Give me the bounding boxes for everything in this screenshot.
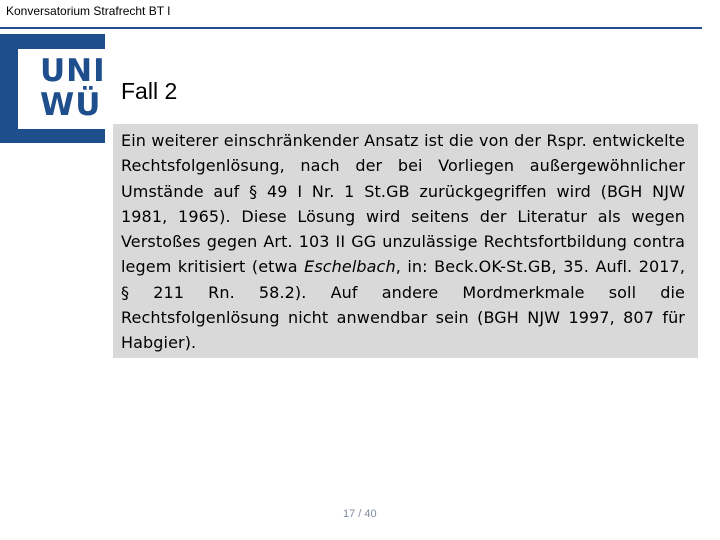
paragraph-text-2: , in: Beck.OK-St.GB, 35. Aufl. 2017, § 211 Rn. 58.2). Auf andere Mordmerkmale soll die Rechtsfolgenlösung nicht anwendbar sein (BGH NJW 1997, 807 für Habgier). — [121, 257, 686, 353]
paragraph-text-1: Ein weiterer einschränkender Ansatz ist die von der Rspr. entwickelte Rechtsfolgenlösung, nach der bei Vorliegen außergewöhnlicher Umstände auf § 49 I Nr. 1 St.GB zurückgegriffen wird (BGH NJW 1981, 1965). Diese Lösung wird seitens der Literatur als wegen Verstoßes gegen Art. 103 II GG unzulässige Rechtsfortbildung contra legem kritisiert (etwa — [121, 131, 685, 277]
slide-title: Fall 2 — [121, 78, 178, 104]
logo-wordmark — [40, 54, 106, 122]
logo-line-2: WÜ — [40, 87, 102, 123]
cited-author: Eschelbach — [304, 257, 396, 277]
university-logo — [0, 34, 105, 143]
content-paragraph — [121, 128, 685, 356]
logo-line-1: UNI — [40, 53, 106, 89]
page-number: 17 / 40 — [343, 508, 377, 520]
presentation-title: Konversatorium Strafrecht BT I — [6, 4, 171, 18]
content-box — [113, 124, 698, 358]
header-divider — [0, 27, 702, 29]
